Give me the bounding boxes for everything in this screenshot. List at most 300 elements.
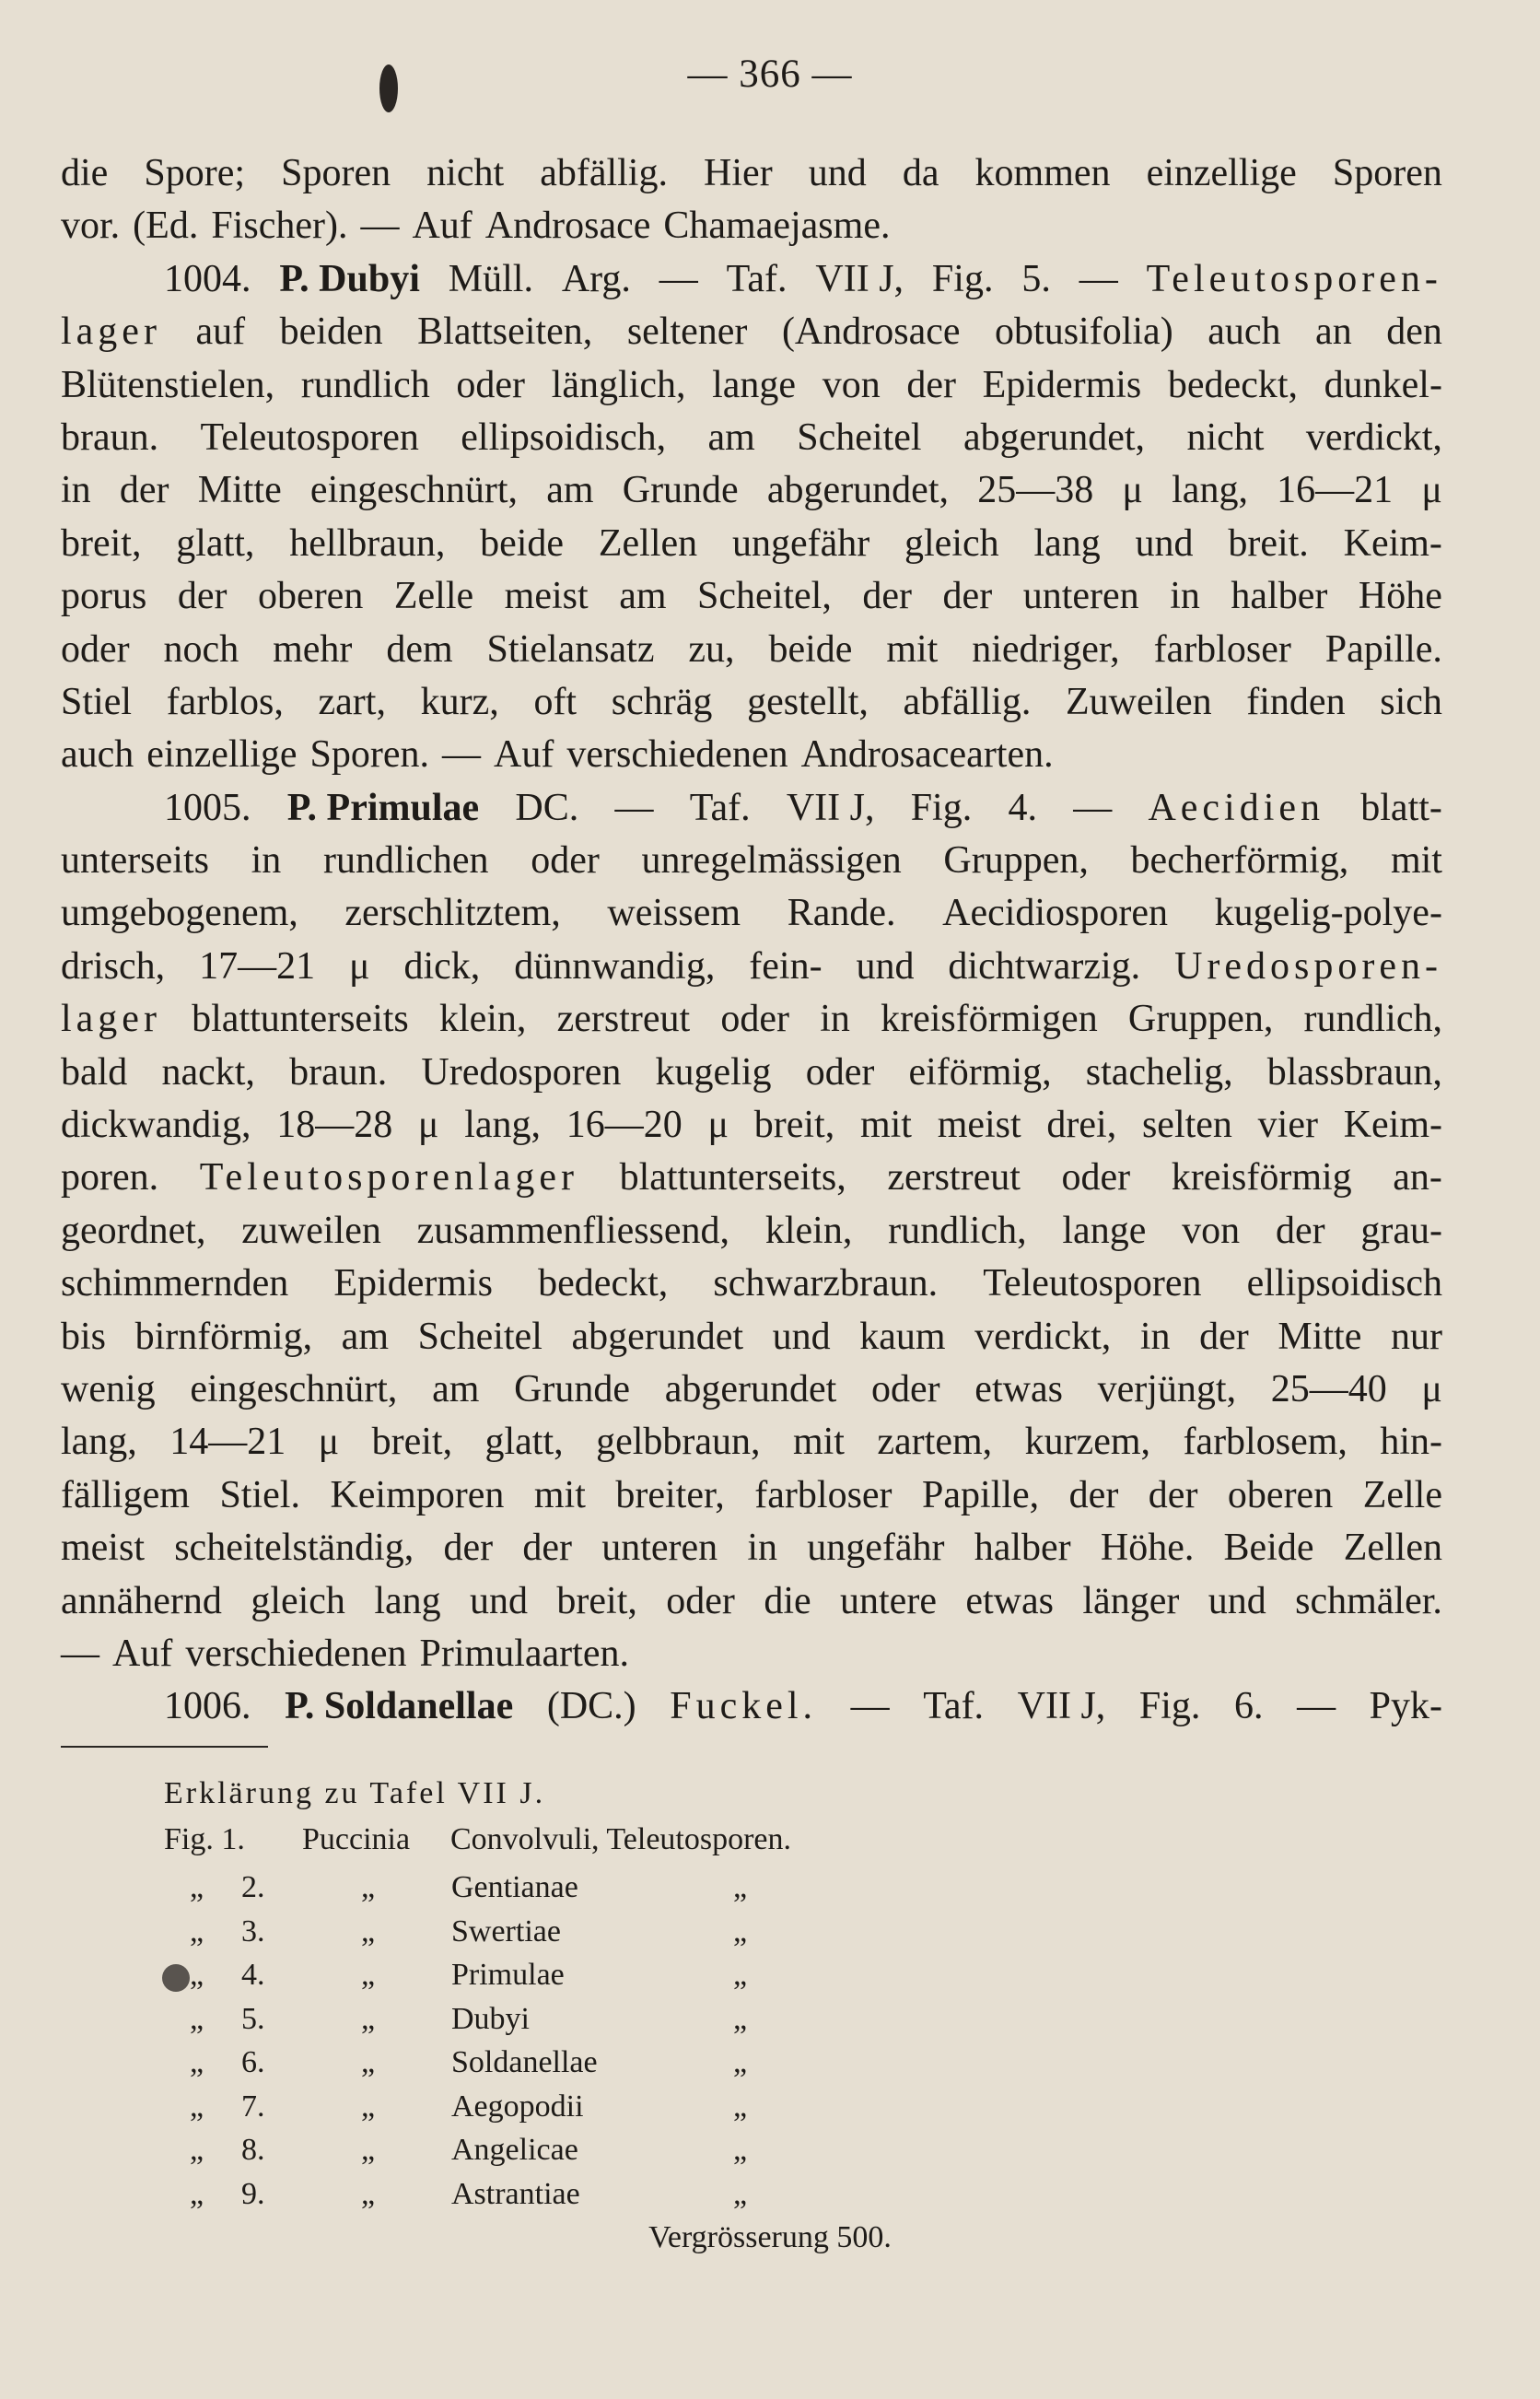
text-word: gleich — [251, 1579, 345, 1622]
text-word: 14—21 — [169, 1421, 286, 1464]
text-word: braun. — [61, 415, 159, 459]
text-word: Scheitel — [417, 1315, 542, 1358]
text-word: glatt, — [176, 521, 255, 565]
text-word: Fig. — [931, 257, 994, 300]
text-word: abgerundet — [571, 1315, 744, 1358]
text-word: grau- — [1360, 1209, 1442, 1252]
text-word: oder — [1061, 1156, 1131, 1200]
text-word: lang — [1033, 521, 1101, 565]
text-word: porus — [61, 575, 147, 618]
text-word: Uredosporen — [421, 1050, 622, 1094]
text-word: zu, — [688, 627, 735, 671]
text-word: hin- — [1380, 1421, 1442, 1464]
text-word: rundlich, — [1303, 998, 1442, 1041]
text-word: der — [862, 575, 913, 618]
text-word: halber — [974, 1527, 1071, 1570]
text-word: länger — [1082, 1579, 1180, 1622]
text-word: lang, — [464, 1104, 541, 1147]
text-word: farblos, — [166, 680, 284, 723]
text-word: wenig — [61, 1367, 156, 1410]
text-word: Taf. — [689, 786, 751, 829]
legend-species-name: Astrantiae — [451, 2176, 580, 2211]
text-word: nackt, — [161, 1050, 255, 1094]
text-word: eingeschnürt, — [190, 1367, 398, 1410]
text-word: — — [442, 733, 482, 777]
text-word: am — [432, 1367, 480, 1410]
text-word: obtusifolia) — [995, 310, 1173, 354]
page-number: — 366 — — [687, 53, 853, 96]
text-word: mit — [886, 627, 939, 671]
text-word: und — [856, 944, 915, 988]
text-word: nur — [1390, 1315, 1442, 1358]
text-word: Hier — [704, 152, 773, 194]
text-word: 18—28 — [276, 1104, 393, 1147]
text-word: zartem, — [877, 1421, 993, 1464]
text-word: — — [850, 1685, 890, 1728]
text-word: den — [1386, 310, 1442, 354]
ditto-mark: „ — [733, 2133, 748, 2167]
text-word: klein, — [764, 1209, 853, 1252]
text-word: glatt, — [484, 1421, 564, 1464]
text-word: unteren — [601, 1527, 718, 1570]
text-word: Zelle — [393, 575, 474, 618]
text-word: (Ed. — [133, 205, 199, 248]
text-word: breit, — [371, 1421, 453, 1464]
text-word: gleich — [904, 521, 999, 565]
text-word: Beide — [1223, 1527, 1314, 1570]
text-word: mit — [859, 1104, 912, 1147]
text-word: Blattseiten, — [417, 310, 593, 354]
text-word: lager — [61, 310, 161, 354]
text-word: gestellt, — [747, 680, 869, 723]
text-word: abgerundet — [664, 1367, 837, 1410]
text-word: in — [820, 998, 850, 1041]
text-word: verschiedenen — [566, 733, 788, 777]
text-word: oder — [720, 998, 790, 1041]
text-word: untere — [840, 1579, 937, 1622]
text-word: oder — [666, 1579, 735, 1622]
text-word: einzellige — [1146, 152, 1297, 194]
text-word: Androsacearten. — [800, 733, 1054, 777]
legend-species-name: Gentianae — [451, 1870, 578, 1904]
text-word: zuweilen — [241, 1209, 381, 1252]
legend-row — [0, 2089, 1540, 2133]
text-word: ellipsoidisch, — [461, 415, 667, 459]
text-word: verdickt, — [974, 1315, 1112, 1358]
text-word: 17—21 — [199, 944, 316, 988]
text-word: annähernd — [61, 1579, 222, 1622]
text-word: fein- — [749, 944, 822, 988]
text-word: ungefähr — [731, 521, 870, 565]
text-word: Epidermis — [333, 1262, 494, 1305]
legend-fig-label: Fig. 1. — [164, 1822, 245, 1856]
text-word: zart, — [318, 680, 386, 723]
text-word: die — [764, 1579, 811, 1622]
ditto-mark: „ — [190, 2133, 204, 2167]
ditto-mark: „ — [190, 2089, 204, 2124]
text-word: 1004. — [164, 257, 251, 300]
ditto-mark: „ — [733, 2045, 748, 2079]
text-word: bedeckt, — [1167, 363, 1298, 406]
legend-row — [0, 2133, 1540, 2176]
text-word: der — [1068, 1473, 1119, 1516]
legend-row — [0, 1870, 1540, 1913]
text-word: VII J, — [786, 786, 875, 829]
text-word: am — [619, 575, 667, 618]
text-word: 4. — [1008, 786, 1037, 829]
ditto-mark: „ — [733, 2089, 748, 2124]
legend-species-name: Primulae — [451, 1958, 565, 1992]
text-word: — — [1079, 257, 1118, 300]
text-word: sich — [1380, 680, 1442, 723]
text-word: an- — [1393, 1156, 1442, 1200]
text-word: und — [470, 1579, 529, 1622]
text-word: am — [341, 1315, 389, 1358]
text-word: Keimporen — [330, 1473, 505, 1516]
text-word: kommen — [974, 152, 1111, 194]
text-word: von — [1182, 1209, 1241, 1252]
ditto-mark: „ — [361, 1870, 376, 1904]
legend-row — [0, 2045, 1540, 2089]
legend-row — [0, 2177, 1540, 2220]
text-word: in — [1170, 575, 1200, 618]
text-word: Taf. — [726, 257, 788, 300]
text-word: farbloser — [754, 1473, 892, 1516]
text-word: der — [443, 1527, 494, 1570]
text-word: Arg. — [561, 257, 631, 300]
text-word: rundlich, — [888, 1209, 1027, 1252]
text-word: oberen — [1227, 1473, 1334, 1516]
legend-magnification: Vergrösserung 500. — [648, 2220, 892, 2254]
text-word: unteren — [1022, 575, 1139, 618]
text-word: zerschlitztem, — [344, 892, 561, 935]
text-word: finden — [1246, 680, 1346, 723]
text-word: oder — [870, 1367, 940, 1410]
text-word: (DC.) — [546, 1685, 636, 1728]
text-word: 1005. — [164, 786, 251, 829]
text-word: weissem — [607, 892, 741, 935]
text-word: auch — [1208, 310, 1281, 354]
text-word: stachelig, — [1085, 1050, 1233, 1094]
text-word: rundlich — [300, 363, 430, 406]
text-word: der — [942, 575, 993, 618]
text-word: zerstreut — [556, 998, 691, 1041]
text-word: der — [1275, 1209, 1325, 1252]
text-word: drisch, — [61, 944, 166, 988]
text-word: schmäler. — [1295, 1579, 1442, 1622]
text-word: kugelig-polye- — [1214, 892, 1442, 935]
text-word: farblosem, — [1183, 1421, 1348, 1464]
text-word: und — [1208, 1579, 1266, 1622]
text-word: Zuweilen — [1066, 680, 1212, 723]
species-name: P. Primulae — [286, 786, 480, 829]
text-word: μ — [1421, 1367, 1442, 1410]
text-word: eiförmig, — [908, 1050, 1052, 1094]
text-word: Auf — [412, 205, 472, 248]
text-word: schräg — [611, 680, 713, 723]
ditto-mark: „ — [733, 1958, 748, 1992]
text-word: Blütenstielen, — [61, 363, 275, 406]
text-word: Papille, — [922, 1473, 1040, 1516]
text-word: mehr — [273, 627, 353, 671]
text-word: kreisförmig — [1171, 1156, 1352, 1200]
text-word: abfällig. — [540, 152, 668, 194]
text-word: kaum — [859, 1315, 946, 1358]
text-word: Grunde — [622, 469, 739, 512]
legend-species-name: Angelicae — [451, 2133, 578, 2167]
legend-species-name: Swertiae — [451, 1913, 561, 1948]
text-word: Zellen — [598, 521, 698, 565]
text-word: schimmernden — [61, 1262, 289, 1305]
text-word: zerstreut — [887, 1156, 1021, 1200]
text-word: Sporen — [1332, 152, 1442, 194]
text-word: lang, — [1172, 469, 1248, 512]
ditto-mark: „ — [733, 2176, 748, 2211]
text-word: beiden — [279, 310, 383, 354]
text-word: zusammenfliessend, — [416, 1209, 730, 1252]
text-word: dem — [386, 627, 453, 671]
text-word: breit, — [61, 521, 142, 565]
text-word: Spore; — [144, 152, 246, 194]
text-word: oder — [456, 363, 526, 406]
text-word: VII J, — [1017, 1685, 1106, 1728]
text-word: bis — [61, 1315, 107, 1358]
text-word: lang, — [61, 1421, 137, 1464]
text-word: Fig. — [910, 786, 973, 829]
text-word: blattunterseits — [192, 998, 409, 1041]
text-word: gelbbraun, — [596, 1421, 761, 1464]
text-word: am — [707, 415, 755, 459]
text-word: becherförmig, — [1130, 839, 1349, 883]
text-word: halber — [1231, 575, 1328, 618]
text-word: meist — [61, 1527, 145, 1570]
text-word: — — [659, 257, 698, 300]
text-word: breit, — [556, 1579, 637, 1622]
text-word: 25—40 — [1270, 1367, 1387, 1410]
text-word: beide — [480, 521, 565, 565]
text-word: 16—21 — [1277, 469, 1394, 512]
ditto-mark: „ — [190, 2045, 204, 2079]
text-word: ungefähr — [807, 1527, 945, 1570]
text-word: Epidermis — [982, 363, 1142, 406]
ditto-mark: „ — [190, 1913, 204, 1948]
text-word: μ — [707, 1104, 729, 1147]
text-word: oder — [61, 627, 130, 671]
text-word: 5. — [1021, 257, 1051, 300]
text-word: von — [822, 363, 881, 406]
text-word: da — [902, 152, 939, 194]
text-word: beide — [768, 627, 853, 671]
text-word: Rande. — [787, 892, 896, 935]
ditto-mark: „ — [361, 2045, 376, 2079]
species-name: P. Soldanellae — [285, 1685, 514, 1728]
text-word: Taf. — [923, 1685, 985, 1728]
text-word: breiter, — [615, 1473, 725, 1516]
text-word: verjüngt, — [1097, 1367, 1237, 1410]
text-word: noch — [163, 627, 239, 671]
text-word: blattunterseits, — [619, 1156, 846, 1200]
text-word: drei, — [1046, 1104, 1117, 1147]
text-word: ellipsoidisch — [1246, 1262, 1442, 1305]
text-word: hellbraun, — [289, 521, 446, 565]
text-word: poren. — [61, 1156, 159, 1200]
text-word: Stiel — [61, 680, 133, 723]
text-word: Gruppen, — [943, 839, 1089, 883]
text-word: VII J, — [815, 257, 904, 300]
text-word: blatt- — [1360, 786, 1442, 829]
text-word: (Androsace — [781, 310, 961, 354]
text-word: Grunde — [514, 1367, 631, 1410]
text-word: Auf — [494, 733, 554, 777]
text-word: Chamaejasme. — [663, 205, 891, 248]
ditto-mark: „ — [733, 1913, 748, 1948]
legend-fig-number: 3. — [241, 1913, 265, 1948]
text-word: Sporen — [281, 152, 391, 194]
text-word: eingeschnürt, — [309, 469, 519, 512]
text-word: Höhe — [1358, 575, 1442, 618]
text-word: in — [1139, 1315, 1171, 1358]
text-word: DC. — [515, 786, 579, 829]
text-word: unregelmässigen — [641, 839, 902, 883]
legend-species-name: Soldanellae — [451, 2045, 598, 2079]
text-word: rundlichen — [322, 839, 489, 883]
ditto-mark: „ — [361, 2176, 376, 2211]
ditto-mark: „ — [190, 1870, 204, 1904]
text-word: die — [61, 152, 109, 194]
text-word: der — [1148, 1473, 1198, 1516]
text-word: etwas — [974, 1367, 1063, 1410]
text-word: der — [1199, 1315, 1249, 1358]
text-word: Mitte — [1278, 1315, 1362, 1358]
legend-genus: Puccinia — [302, 1822, 411, 1856]
text-word: Papille. — [1324, 627, 1442, 671]
text-word: Stielansatz — [486, 627, 655, 671]
text-word: mit — [1390, 839, 1442, 883]
text-word: der — [119, 469, 169, 512]
ditto-mark: „ — [190, 2176, 204, 2211]
text-word: Keim- — [1343, 1104, 1442, 1147]
legend-fig-number: 7. — [241, 2089, 265, 2124]
text-word: oder — [805, 1050, 875, 1094]
text-word: lange — [1062, 1209, 1147, 1252]
text-word: — — [1073, 786, 1113, 829]
text-word: mit — [533, 1473, 586, 1516]
ditto-mark: „ — [190, 2001, 204, 2036]
species-name: P. Dubyi — [279, 257, 420, 300]
text-word: μ — [1122, 469, 1143, 512]
text-word: abgerundet, — [962, 415, 1146, 459]
text-word: niedriger, — [972, 627, 1120, 671]
text-word: — — [1297, 1685, 1336, 1728]
text-word: Fuckel. — [670, 1685, 818, 1728]
legend-fig-number: 6. — [241, 2045, 265, 2079]
text-word: Gruppen, — [1127, 998, 1274, 1041]
text-word: Scheitel — [797, 415, 922, 459]
text-word: etwas — [965, 1579, 1054, 1622]
text-word: abgerundet, — [766, 469, 949, 512]
text-word: Aecidiosporen — [942, 892, 1169, 935]
text-word: kurzem, — [1024, 1421, 1151, 1464]
text-word: der — [906, 363, 956, 406]
text-word: in — [747, 1527, 778, 1570]
text-word: Fig. — [1138, 1685, 1201, 1728]
text-word: klein, — [438, 998, 527, 1041]
text-word: dünnwandig, — [514, 944, 716, 988]
text-word: und — [1135, 521, 1194, 565]
text-word: der — [177, 575, 228, 618]
text-word: farbloser — [1153, 627, 1291, 671]
text-word: verschiedenen — [185, 1632, 407, 1675]
text-word: vier — [1257, 1104, 1318, 1147]
ditto-mark: „ — [361, 1958, 376, 1992]
text-word: oft — [533, 680, 578, 723]
ditto-mark: „ — [733, 2001, 748, 2036]
text-word: am — [546, 469, 594, 512]
text-word: dunkel- — [1324, 363, 1442, 406]
text-word: Androsace — [484, 205, 651, 248]
text-word: Fischer). — [211, 205, 348, 248]
text-word: Uredosporen- — [1174, 944, 1442, 988]
text-word: Pyk- — [1369, 1685, 1442, 1728]
text-word: lager — [61, 998, 161, 1041]
text-word: 16—20 — [566, 1104, 682, 1147]
text-word: Stiel. — [219, 1473, 300, 1516]
text-word: schwarzbraun. — [713, 1262, 939, 1305]
text-word: 6. — [1233, 1685, 1264, 1728]
text-word: μ — [1421, 469, 1442, 512]
ditto-mark: „ — [361, 2001, 376, 2036]
legend-title: Erklärung zu Tafel VII J. — [164, 1776, 546, 1810]
text-word: Müll. — [448, 257, 533, 300]
legend-row — [0, 2002, 1540, 2045]
text-word: und — [772, 1315, 831, 1358]
legend-row — [0, 1914, 1540, 1958]
legend-species-name: Dubyi — [451, 2001, 530, 2036]
text-word: 25—38 — [977, 469, 1094, 512]
text-word: Scheitel, — [697, 575, 832, 618]
text-word: geordnet, — [61, 1209, 206, 1252]
text-word: mit — [792, 1421, 845, 1464]
text-word: Aecidien — [1148, 786, 1325, 829]
legend-fig-number: 8. — [241, 2133, 265, 2167]
text-word: μ — [417, 1104, 439, 1147]
text-word: abfällig. — [903, 680, 1032, 723]
ditto-mark: „ — [361, 2089, 376, 2124]
text-word: vor. — [61, 205, 121, 248]
text-word: einzellige — [146, 733, 298, 777]
text-word: in — [61, 469, 91, 512]
legend-fig-number: 5. — [241, 2001, 265, 2036]
text-word: Zellen — [1343, 1527, 1442, 1570]
text-word: dichtwarzig. — [948, 944, 1141, 988]
text-word: Zelle — [1362, 1473, 1442, 1516]
text-word: lang — [374, 1579, 441, 1622]
text-word: unterseits — [61, 839, 209, 883]
text-word: Teleutosporen — [200, 415, 419, 459]
text-word: — — [614, 786, 654, 829]
text-word: Höhe. — [1100, 1527, 1195, 1570]
text-word: nicht — [426, 152, 505, 194]
text-word: Auf — [112, 1632, 173, 1675]
text-word: selten — [1141, 1104, 1232, 1147]
text-word: 1006. — [164, 1685, 251, 1728]
text-word: umgebogenem, — [61, 892, 298, 935]
text-word: auf — [195, 310, 246, 354]
legend-fig-number: 9. — [241, 2176, 265, 2211]
text-word: auch — [61, 733, 134, 777]
text-word: meist — [504, 575, 589, 618]
text-word: bedeckt, — [538, 1262, 669, 1305]
